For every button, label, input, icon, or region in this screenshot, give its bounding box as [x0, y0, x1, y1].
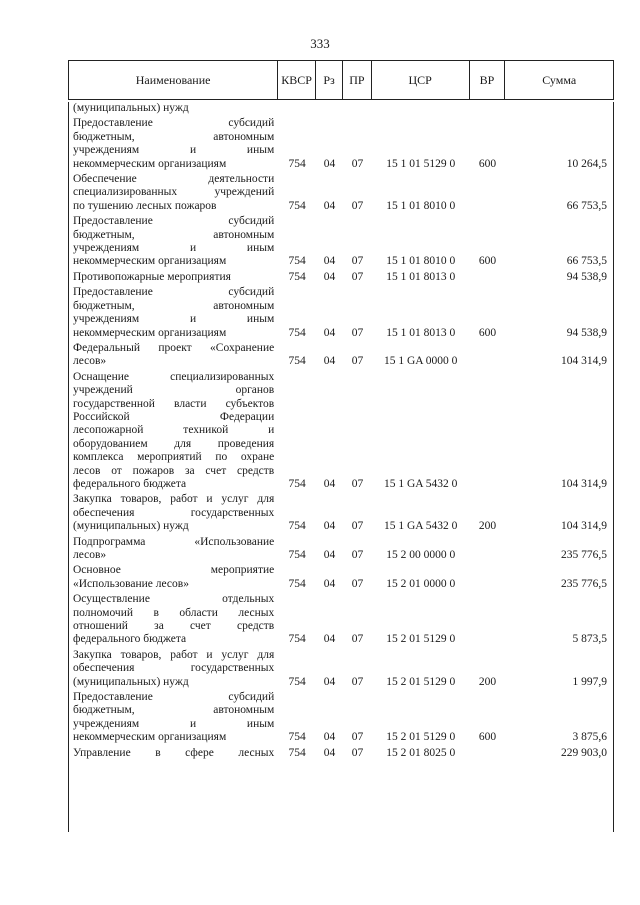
cell-rz: 04	[323, 477, 336, 490]
cell-csr: 15 2 01 5129 0	[386, 731, 456, 744]
row-name-line: учреждениям и иным	[73, 144, 275, 157]
row-name-line: государственной власти субъектов	[73, 397, 275, 410]
cell-vr: 600	[478, 326, 497, 339]
row-name-line: Управление в сфере лесных	[73, 746, 275, 759]
row-name-line: федерального бюджета	[73, 633, 187, 646]
cell-kvsr: 754	[288, 270, 306, 283]
cell-kvsr: 754	[288, 477, 306, 490]
cell-sum: 235 776,5	[560, 549, 607, 561]
cell-csr: 15 1 GA 5432 0	[383, 520, 458, 533]
cell-kvsr: 754	[288, 731, 306, 744]
cell-csr: 15 1 01 8013 0	[386, 326, 456, 339]
cell-sum: 1 997,9	[572, 675, 607, 688]
row-name-line: Основное мероприятие	[73, 564, 275, 577]
cell-kvsr: 754	[288, 199, 306, 212]
cell-csr: 15 1 01 8013 0	[386, 270, 456, 283]
cell-pr: 07	[351, 157, 364, 170]
row-name	[69, 691, 278, 745]
row-name-line: специализированных учреждений	[73, 186, 275, 199]
cell-sum: 229 903,0	[560, 746, 607, 759]
cell-sum: 94 538,9	[566, 326, 607, 339]
cell-vr: 200	[478, 675, 497, 688]
cell-sum: 3 875,6	[572, 731, 607, 744]
row-name-line: обеспечения государственных	[73, 506, 275, 519]
cell-csr: 15 2 01 5129 0	[386, 675, 456, 688]
cell-csr: 15 1 01 8010 0	[386, 199, 456, 212]
row-name-line: лесов»	[73, 549, 107, 561]
cell-csr: 15 1 01 8010 0	[386, 255, 456, 268]
cell-csr: 15 1 GA 5432 0	[383, 477, 458, 490]
cell-csr: 15 2 01 5129 0	[386, 633, 456, 646]
cell-pr: 07	[351, 731, 364, 744]
row-name-line: Закупка товаров, работ и услуг для	[73, 648, 275, 661]
cell-rz: 04	[323, 326, 336, 339]
row-name	[69, 117, 278, 171]
row-name-line: (муниципальных) нужд	[73, 675, 189, 688]
cell-rz: 04	[323, 270, 336, 283]
row-name-line: (муниципальных) нужд	[73, 520, 189, 533]
row-name-line: учреждений органов	[73, 384, 275, 397]
row-name-line: Оснащение специализированных	[73, 370, 275, 383]
cell-pr: 07	[351, 520, 364, 533]
row-name-line: лесов от пожаров за счет средств	[73, 464, 275, 477]
row-name-line: обеспечения государственных	[73, 662, 275, 675]
cell-kvsr: 754	[288, 675, 306, 688]
table-row	[69, 173, 613, 213]
cell-pr: 07	[351, 549, 364, 561]
header-pr: ПР	[343, 61, 372, 99]
cell-vr: 600	[478, 731, 497, 744]
cell-vr: 600	[478, 255, 497, 268]
table-row	[69, 286, 613, 340]
cell-kvsr: 754	[288, 326, 306, 339]
row-name	[69, 536, 278, 563]
table-row	[69, 649, 613, 689]
cell-sum: 94 538,9	[566, 270, 607, 283]
row-name	[69, 271, 278, 284]
row-name	[69, 593, 278, 647]
page-number: 333	[310, 36, 330, 51]
header-sum: Сумма	[542, 72, 577, 87]
cell-csr: 15 1 GA 0000 0	[383, 355, 458, 368]
cell-rz: 04	[323, 731, 336, 744]
table-row	[69, 747, 613, 760]
cell-kvsr: 754	[288, 549, 306, 561]
cell-sum: 66 753,5	[566, 199, 607, 212]
table-row	[69, 593, 613, 647]
cell-vr: 600	[478, 157, 497, 170]
cell-vr: 200	[478, 520, 497, 533]
table-body	[68, 102, 614, 832]
cell-sum: 10 264,5	[566, 157, 607, 170]
row-name	[69, 649, 278, 689]
cell-rz: 04	[323, 549, 336, 561]
row-name	[69, 747, 278, 760]
row-name-line: Противопожарные мероприятия	[73, 270, 231, 283]
cell-csr: 15 2 00 0000 0	[386, 549, 456, 561]
row-name-line: некоммерческим организациям	[73, 731, 227, 744]
row-name-line: полномочий в области лесных	[73, 606, 275, 619]
row-name-line: федерального бюджета	[73, 477, 187, 490]
row-name-line: оборудованием для проведения	[73, 437, 275, 450]
header-name: Наименование	[69, 61, 278, 99]
cell-kvsr: 754	[288, 633, 306, 646]
row-name	[69, 342, 278, 369]
cell-pr: 07	[351, 675, 364, 688]
cell-rz: 04	[323, 355, 336, 368]
row-name-line: (муниципальных) нужд	[73, 102, 189, 114]
row-name-line: бюджетным, автономным	[73, 228, 275, 241]
table-row	[69, 536, 613, 563]
cell-rz: 04	[323, 577, 336, 590]
row-name-line: бюджетным, автономным	[73, 704, 275, 717]
cell-sum: 104 314,9	[560, 477, 607, 490]
table-row	[69, 271, 613, 284]
cell-kvsr: 754	[288, 746, 306, 759]
cell-kvsr: 754	[288, 355, 306, 368]
row-name-line: Закупка товаров, работ и услуг для	[73, 493, 275, 506]
cell-pr: 07	[351, 577, 364, 590]
cell-kvsr: 754	[288, 577, 306, 590]
table-row	[69, 371, 613, 492]
cell-csr: 15 2 01 0000 0	[386, 577, 456, 590]
cell-sum: 235 776,5	[560, 577, 607, 590]
cell-csr: 15 1 01 5129 0	[386, 157, 456, 170]
table-row	[69, 564, 613, 591]
row-name-line: Осуществление отдельных	[73, 593, 275, 606]
cell-sum: 104 314,9	[560, 355, 607, 368]
cell-pr: 07	[351, 355, 364, 368]
cell-rz: 04	[323, 746, 336, 759]
header-kvsr: КВСР	[278, 61, 316, 99]
cell-rz: 04	[323, 633, 336, 646]
cell-sum: 66 753,5	[566, 255, 607, 268]
cell-rz: 04	[323, 520, 336, 533]
row-name-line: некоммерческим организациям	[73, 157, 227, 170]
cell-sum: 5 873,5	[572, 633, 607, 646]
row-name-line: Обеспечение деятельности	[73, 173, 275, 186]
budget-table	[68, 60, 614, 832]
cell-rz: 04	[323, 199, 336, 212]
cell-sum: 104 314,9	[560, 520, 607, 533]
row-name-line: некоммерческим организациям	[73, 326, 227, 339]
row-name-line: по тушению лесных пожаров	[73, 199, 217, 212]
cell-pr: 07	[351, 255, 364, 268]
table-row	[69, 117, 613, 171]
row-name-line: бюджетным, автономным	[73, 299, 275, 312]
cell-kvsr: 754	[288, 255, 306, 268]
row-name-line: Предоставление субсидий	[73, 215, 275, 228]
row-name-line: бюджетным, автономным	[73, 130, 275, 143]
row-name	[69, 371, 278, 492]
cell-kvsr: 754	[288, 157, 306, 170]
row-name-line: учреждениям и иным	[73, 242, 275, 255]
row-name-line: Предоставление субсидий	[73, 117, 275, 130]
row-name	[69, 564, 278, 591]
cell-pr: 07	[351, 746, 364, 759]
table-row	[69, 215, 613, 269]
row-name-line: учреждениям и иным	[73, 717, 275, 730]
row-name-line: некоммерческим организациям	[73, 255, 227, 268]
row-name	[69, 493, 278, 533]
row-name	[69, 215, 278, 269]
header-csr: ЦСР	[372, 61, 470, 99]
row-name-line: отношений за счет средств	[73, 620, 275, 633]
cell-csr: 15 2 01 8025 0	[386, 746, 456, 759]
table-row	[69, 102, 613, 115]
table-row	[69, 342, 613, 369]
row-name	[69, 102, 278, 115]
table-row	[69, 493, 613, 533]
row-name-line: Подпрограмма «Использование	[73, 535, 275, 548]
row-name-line: «Использование лесов»	[73, 577, 189, 590]
cell-pr: 07	[351, 326, 364, 339]
cell-pr: 07	[351, 199, 364, 212]
row-name-line: лесопожарной техникой и	[73, 424, 275, 437]
table-row	[69, 691, 613, 745]
cell-pr: 07	[351, 270, 364, 283]
cell-pr: 07	[351, 477, 364, 490]
cell-rz: 04	[323, 675, 336, 688]
row-name-line: Предоставление субсидий	[73, 286, 275, 299]
cell-kvsr: 754	[288, 520, 306, 533]
row-name-line: Федеральный проект «Сохранение	[73, 341, 275, 354]
header-vr: ВР	[470, 61, 506, 99]
row-name-line: Российской Федерации	[73, 410, 275, 423]
table-header	[68, 60, 614, 100]
row-name	[69, 173, 278, 213]
row-name-line: учреждениям и иным	[73, 313, 275, 326]
cell-rz: 04	[323, 157, 336, 170]
row-name-line: лесов»	[73, 355, 107, 368]
cell-rz: 04	[323, 255, 336, 268]
row-name	[69, 286, 278, 340]
cell-pr: 07	[351, 633, 364, 646]
row-name-line: Предоставление субсидий	[73, 691, 275, 704]
header-rz: Рз	[316, 61, 343, 99]
row-name-line: комплекса мероприятий по охране	[73, 451, 275, 464]
